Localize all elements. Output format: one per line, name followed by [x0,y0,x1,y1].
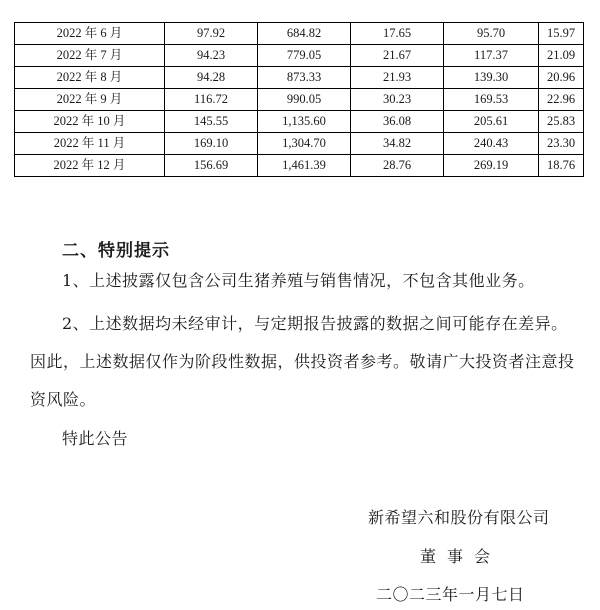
value-cell: 17.65 [351,23,444,45]
value-cell: 25.83 [539,111,584,133]
value-cell: 1,135.60 [258,111,351,133]
value-cell: 205.61 [444,111,539,133]
value-cell: 94.23 [165,45,258,67]
month-cell: 2022 年 8 月 [15,67,165,89]
value-cell: 156.69 [165,155,258,177]
value-cell: 23.30 [539,133,584,155]
table-row [15,111,584,133]
table-row [15,155,584,177]
table-row [15,133,584,155]
board-of-directors: 董事会 [420,547,502,566]
value-cell: 684.82 [258,23,351,45]
value-cell: 21.67 [351,45,444,67]
monthly-data-table [14,22,584,177]
table-row [15,67,584,89]
month-cell: 2022 年 12 月 [15,155,165,177]
table-row [15,23,584,45]
value-cell: 30.23 [351,89,444,111]
table-row [15,45,584,67]
value-cell: 95.70 [444,23,539,45]
notice-paragraph-1: 1、上述披露仅包含公司生猪养殖与销售情况，不包含其他业务。 [62,271,535,290]
value-cell: 169.10 [165,133,258,155]
value-cell: 116.72 [165,89,258,111]
value-cell: 990.05 [258,89,351,111]
value-cell: 22.96 [539,89,584,111]
month-cell: 2022 年 7 月 [15,45,165,67]
announcement-date: 二〇二三年一月七日 [376,585,525,604]
value-cell: 36.08 [351,111,444,133]
month-cell: 2022 年 6 月 [15,23,165,45]
value-cell: 1,461.39 [258,155,351,177]
value-cell: 779.05 [258,45,351,67]
value-cell: 15.97 [539,23,584,45]
value-cell: 240.43 [444,133,539,155]
value-cell: 145.55 [165,111,258,133]
value-cell: 21.93 [351,67,444,89]
value-cell: 21.09 [539,45,584,67]
value-cell: 269.19 [444,155,539,177]
value-cell: 18.76 [539,155,584,177]
table-body [15,23,584,177]
value-cell: 873.33 [258,67,351,89]
value-cell: 139.30 [444,67,539,89]
month-cell: 2022 年 11 月 [15,133,165,155]
company-name: 新希望六和股份有限公司 [368,508,550,527]
month-cell: 2022 年 9 月 [15,89,165,111]
month-cell: 2022 年 10 月 [15,111,165,133]
value-cell: 20.96 [539,67,584,89]
section-heading: 二、特别提示 [62,241,170,261]
table-row [15,89,584,111]
value-cell: 1,304.70 [258,133,351,155]
value-cell: 169.53 [444,89,539,111]
value-cell: 117.37 [444,45,539,67]
value-cell: 97.92 [165,23,258,45]
announcement-closing: 特此公告 [62,429,129,448]
value-cell: 28.76 [351,155,444,177]
notice-paragraph-2: 2、上述数据均未经审计，与定期报告披露的数据之间可能存在差异。因此，上述数据仅作为阶段性数据，供投资者参考。敬请广大投资者注意投资风险。 [30,314,575,409]
value-cell: 94.28 [165,67,258,89]
value-cell: 34.82 [351,133,444,155]
